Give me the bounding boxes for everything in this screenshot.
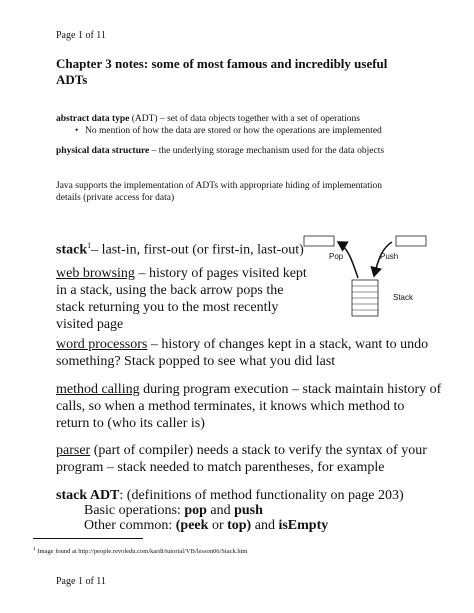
pushed-item-box	[396, 236, 426, 246]
footnote-mark: 1	[33, 546, 36, 552]
basic-operations-prefix: Basic operations:	[84, 503, 185, 518]
other-and: and	[251, 518, 279, 533]
word-line-2: something? Stack popped to see what you did last	[56, 354, 336, 369]
web-browsing-paragraph	[56, 265, 326, 333]
parser-line-2: program – stack needed to match parentheses, for example	[56, 460, 385, 475]
page-title	[56, 56, 436, 88]
footnote-divider	[33, 538, 143, 539]
java-note-line-1: Java supports the implementation of ADTs with appropriate hiding of implementation	[56, 181, 382, 191]
other-operations-line	[84, 517, 328, 534]
java-note	[56, 180, 382, 204]
stack-adt-line-1: : (definitions of method functionality on page 203)	[119, 488, 404, 503]
stack-footnote-mark: 1	[87, 241, 92, 250]
physical-definition	[56, 145, 384, 157]
stack-intro	[56, 237, 304, 259]
web-line-2: in a stack, using the back arrow pops the	[56, 283, 284, 298]
method-calling-term: method calling	[56, 382, 140, 397]
stack-label: Stack	[393, 293, 414, 302]
title-line-2: ADTs	[56, 72, 88, 87]
word-processors-term: word processors	[56, 337, 148, 352]
footnote	[33, 546, 247, 555]
physical-term: physical data structure	[56, 146, 150, 156]
stack-intro-text: – last-in, first-out (or first-in, last-out)	[91, 242, 304, 258]
method-line-3: return to (who its caller is)	[56, 416, 205, 431]
popped-item-box	[304, 236, 334, 246]
web-line-3: stack returning you to the most recently	[56, 300, 279, 315]
pop-operation: pop	[184, 503, 207, 518]
method-calling-paragraph	[56, 381, 456, 432]
adt-definition	[56, 113, 360, 125]
physical-definition-text: – the underlying storage mechanism used for the data objects	[149, 146, 385, 156]
stack-term: stack	[56, 242, 88, 258]
adt-bullet-text: No mention of how the data are stored or how the operations are implemented	[85, 126, 382, 136]
parser-paragraph	[56, 442, 456, 476]
push-operation: push	[234, 503, 263, 518]
parser-term: parser	[56, 443, 91, 458]
web-browsing-term: web browsing	[56, 266, 135, 281]
java-note-line-2: details (private access for data)	[56, 193, 175, 203]
other-operations-prefix: Other common:	[84, 518, 176, 533]
stack-adt-term: stack ADT	[56, 488, 120, 503]
title-line-1: Chapter 3 notes: some of most famous and incredibly useful	[56, 56, 388, 71]
basic-and: and	[206, 503, 235, 518]
other-or: or	[208, 518, 228, 533]
adt-bullet	[85, 125, 382, 137]
parser-line-1: (part of compiler) needs a stack to verify the syntax of your	[90, 443, 427, 458]
web-line-1: – history of pages visited kept	[134, 266, 307, 281]
word-processors-paragraph	[56, 336, 456, 370]
adt-term: abstract data type	[56, 114, 130, 124]
isempty-operation: isEmpty	[278, 518, 329, 533]
top-operation: top)	[227, 518, 252, 533]
pop-label: Pop	[329, 252, 344, 261]
word-line-1: – history of changes kept in a stack, want to undo	[147, 337, 429, 352]
footnote-text: Image found at http://people.revoledu.com/kardi/tutorial/VB/lesson06/Stack.htm	[35, 548, 248, 556]
method-line-1: during program execution – stack maintain history of	[139, 382, 442, 397]
method-line-2: calls, so when a method terminates, it knows which method to	[56, 399, 405, 414]
page-footer: Page 1 of 11	[56, 576, 106, 587]
peek-operation: (peek	[175, 518, 209, 533]
page-header: Page 1 of 11	[56, 30, 106, 41]
web-line-4: visited page	[56, 317, 124, 332]
push-label: Push	[380, 252, 399, 261]
adt-definition-text: (ADT) – set of data objects together with a set of operations	[129, 114, 360, 124]
